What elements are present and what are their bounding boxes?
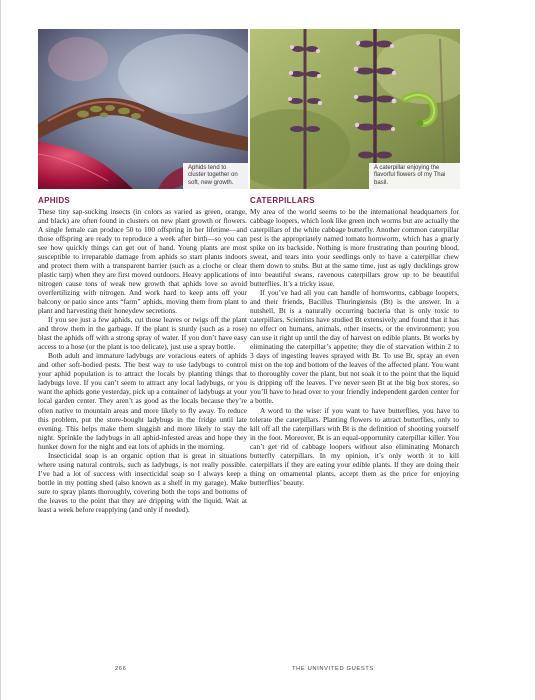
aphids-paragraph: If you see just a few aphids, cut those leaves or twigs off the plant and throw them in the garbage. If the plant is sturdy (such as a rose) blast the aphids off with a strong spray of water. If you don’t have easy access to a hose (or the plant is too delicate), just use a spray bottle.	[38, 315, 247, 352]
caterpillars-paragraph: My area of the world seems to be the international headquarters for cabbage loopers, which look like green inch worms but are actually the caterpillars of the white cabbage butterfly. Another common caterpillar pest is the appropriately named tomato hornworm, which has a gnarly spike on its backside. Nothing is more frustrating than pouring blood, sweat, and tears into your seedlings only to have a caterpillar chew them down to stubs. But at the same time, just as ugly ducklings grow into beautiful swans, ravenous caterpillars grow up to be beautiful butterflies. It’s a tricky issue.	[250, 206, 459, 288]
aphids-photo-caption: Aphids tend to cluster together on soft, new growth.	[183, 163, 248, 190]
aphids-photo	[38, 29, 248, 189]
caterpillars-paragraph: If you’ve had all you can handle of hornworms, cabbage loopers, and their friends, Bacillus Thuringiensis (Bt) is the answer. In a nutshell, Bt is a naturally occurring bacteria that is only toxic to caterpillars. Scientists have studied Bt extensively and found that it has no effect on humans, animals, other insects, or the environment; you can use it right up until the day of harvest on edible plants. Bt works by eliminating the caterpillar’s appetite; they die of starvation within 2 to 3 days of ingesting leaves sprayed with Bt. To use Bt, spray an even mist on the top and bottom of the leaves of the affected plant. You want to thoroughly cover the plant, but not soak it to the point that the liquid is dripping off the leaves. I’ve never seen Bt at the big box stores, so you’ll have to head over to your friendly independent garden center for a bottle.	[250, 287, 459, 406]
caterpillars-paragraph: A word to the wise: if you want to have butterflies, you have to tolerate the caterpillars. Planting flowers to attract butterflies, only to kill off all the caterpillars with Bt is the definition of shooting yourself in the foot. Moreover, Bt is an equal-opportunity caterpillar killer. You can’t get rid of cabbage loopers without also eliminating Monarch butterfly caterpillars. In my opinion, it’s only worth it to kill caterpillars if they are eating your edible plants. If they are doing their thing on ornamental plants, accept them as the price for enjoying butterflies’ beauty.	[250, 405, 459, 487]
caterpillars-heading: CATERPILLARS	[250, 196, 315, 205]
page-number: 266	[115, 666, 127, 672]
aphids-paragraph: Insecticidal soap is an organic option that is great in situations where using natural controls, such as ladybugs, is not really possible. I’ve had a lot of success with insecticidal soap so I always keep a bottle in my potting shed (also known as a shelf in my garage). Make sure to spray plants thoroughly, covering both the tops and bottoms of the leaves to the point that they are dripping with the liquid. Wait at least a week before reapplying (and only if needed).	[38, 450, 247, 515]
caterpillar-photo-caption: A caterpillar enjoying the flavorful flowers of my Thai basil.	[369, 163, 460, 190]
chapter-title: THE UNINVITED GUESTS	[292, 666, 374, 672]
caterpillar-photo	[250, 29, 460, 189]
aphids-section	[38, 196, 247, 514]
caterpillars-section	[250, 196, 459, 487]
aphids-paragraph: These tiny sap-sucking insects (in colors as varied as green, orange, and black) are often found in clusters on new plant growth or flowers. A single female can produce 50 to 100 offspring in her lifetime—and those offspring are ready to reproduce a week after birth—so you can see how quickly things can get out of hand. Young plants are most susceptible to irreparable damage from aphids so start plants indoors and protect them with a transparent barrier (such as a cloche or clear plastic tarp) when they are first moved outdoors. Heavy applications of nitrogen cause tons of weak new growth that aphids love so avoid overfertilizing with nitrogen. And work hard to keep ants off your balcony or patio since ants “farm” aphids, moving them from plant to plant and harvesting their honeydew secretions.	[38, 206, 247, 316]
aphids-paragraph: Both adult and immature ladybugs are voracious eaters of aphids and other soft-bodied pests. The best way to use ladybugs to control your aphid population is to attract the locals by planting things that ladybugs love. If you can’t seem to attract any local ladybugs, or you want the aphids gone yesterday, pick up a container of ladybugs at your local garden center. They aren’t as good as the locals because they’re often native to mountain areas and more likely to fly away. To reduce this problem, put the store-bought ladybugs in the fridge until late evening. This helps make them sluggish and more likely to stay the night. Sprinkle the ladybugs in all aphid-infested areas and hope they hunker down for the night and eat lots of aphids in the morning.	[38, 351, 247, 451]
aphids-heading: APHIDS	[38, 196, 71, 205]
